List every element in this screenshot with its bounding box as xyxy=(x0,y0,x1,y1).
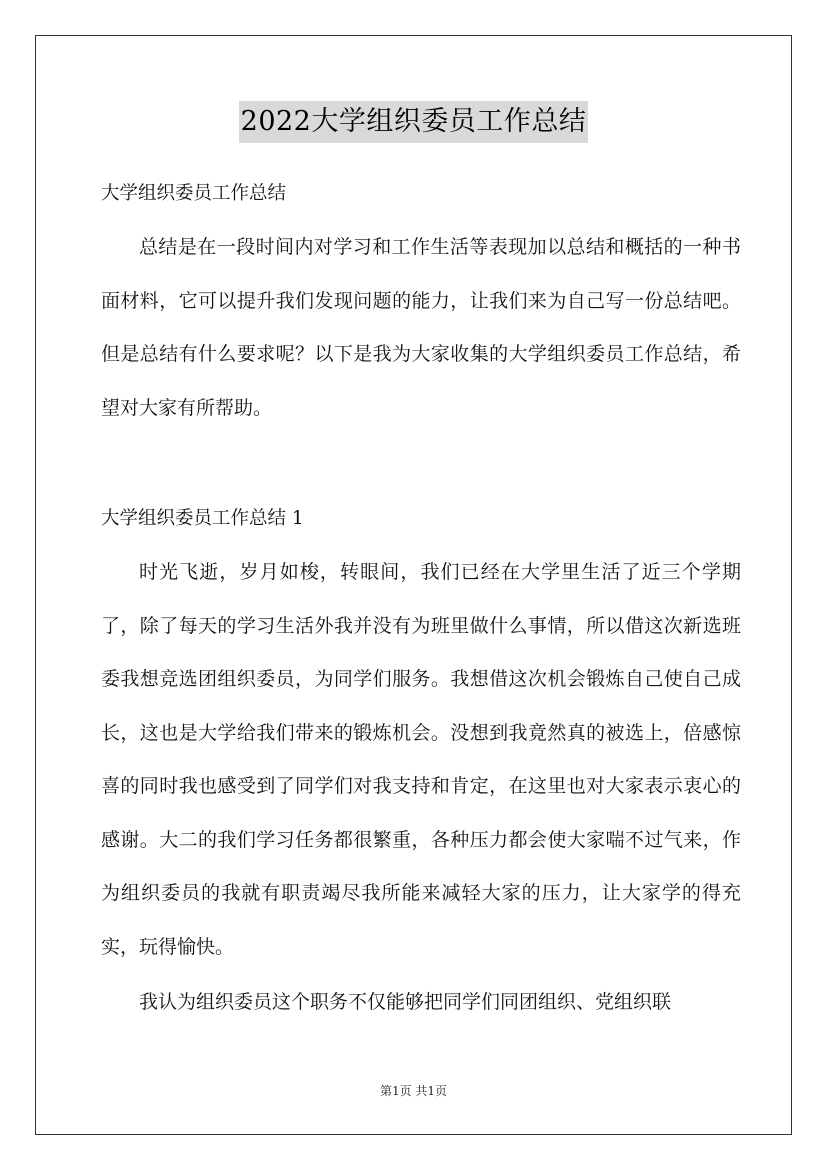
section1-paragraph-2: 我认为组织委员这个职务不仅能够把同学们同团组织、党组织联 xyxy=(139,991,672,1013)
page-footer: 第1页 共1页 xyxy=(379,1084,448,1098)
title-container xyxy=(0,101,827,143)
intro-heading: 大学组织委员工作总结 xyxy=(101,183,287,204)
intro-paragraph: 总结是在一段时间内对学习和工作生活等表现加以总结和概括的一种书面材料，它可以提升我们发现问题的能力，让我们来为自己写一份总结吧。但是总结有什么要求呢？以下是我为大家收集的大学组织委员工作总结，希望对大家有所帮助。 xyxy=(101,236,741,419)
section1-paragraph-1: 时光飞逝，岁月如梭，转眼间，我们已经在大学里生活了近三个学期了，除了每天的学习生活外我并没有为班里做什么事情，所以借这次新选班委我想竞选团组织委员，为同学们服务。我想借这次机会锻炼自己使自己成长，这也是大学给我们带来的锻炼机会。没想到我竟然真的被选上，倍感惊喜的同时我也感受到了同学们对我支持和肯定，在这里也对大家表示衷心的感谢。大二的我们学习任务都很繁重，各种压力都会使大家喘不过气来，作为组织委员的我就有职责竭尽我所能来减轻大家的压力，让大家学的得充实，玩得愉快。 xyxy=(101,561,741,958)
document-title: 2022大学组织委员工作总结 xyxy=(239,101,589,143)
section1-heading: 大学组织委员工作总结 1 xyxy=(101,508,304,529)
